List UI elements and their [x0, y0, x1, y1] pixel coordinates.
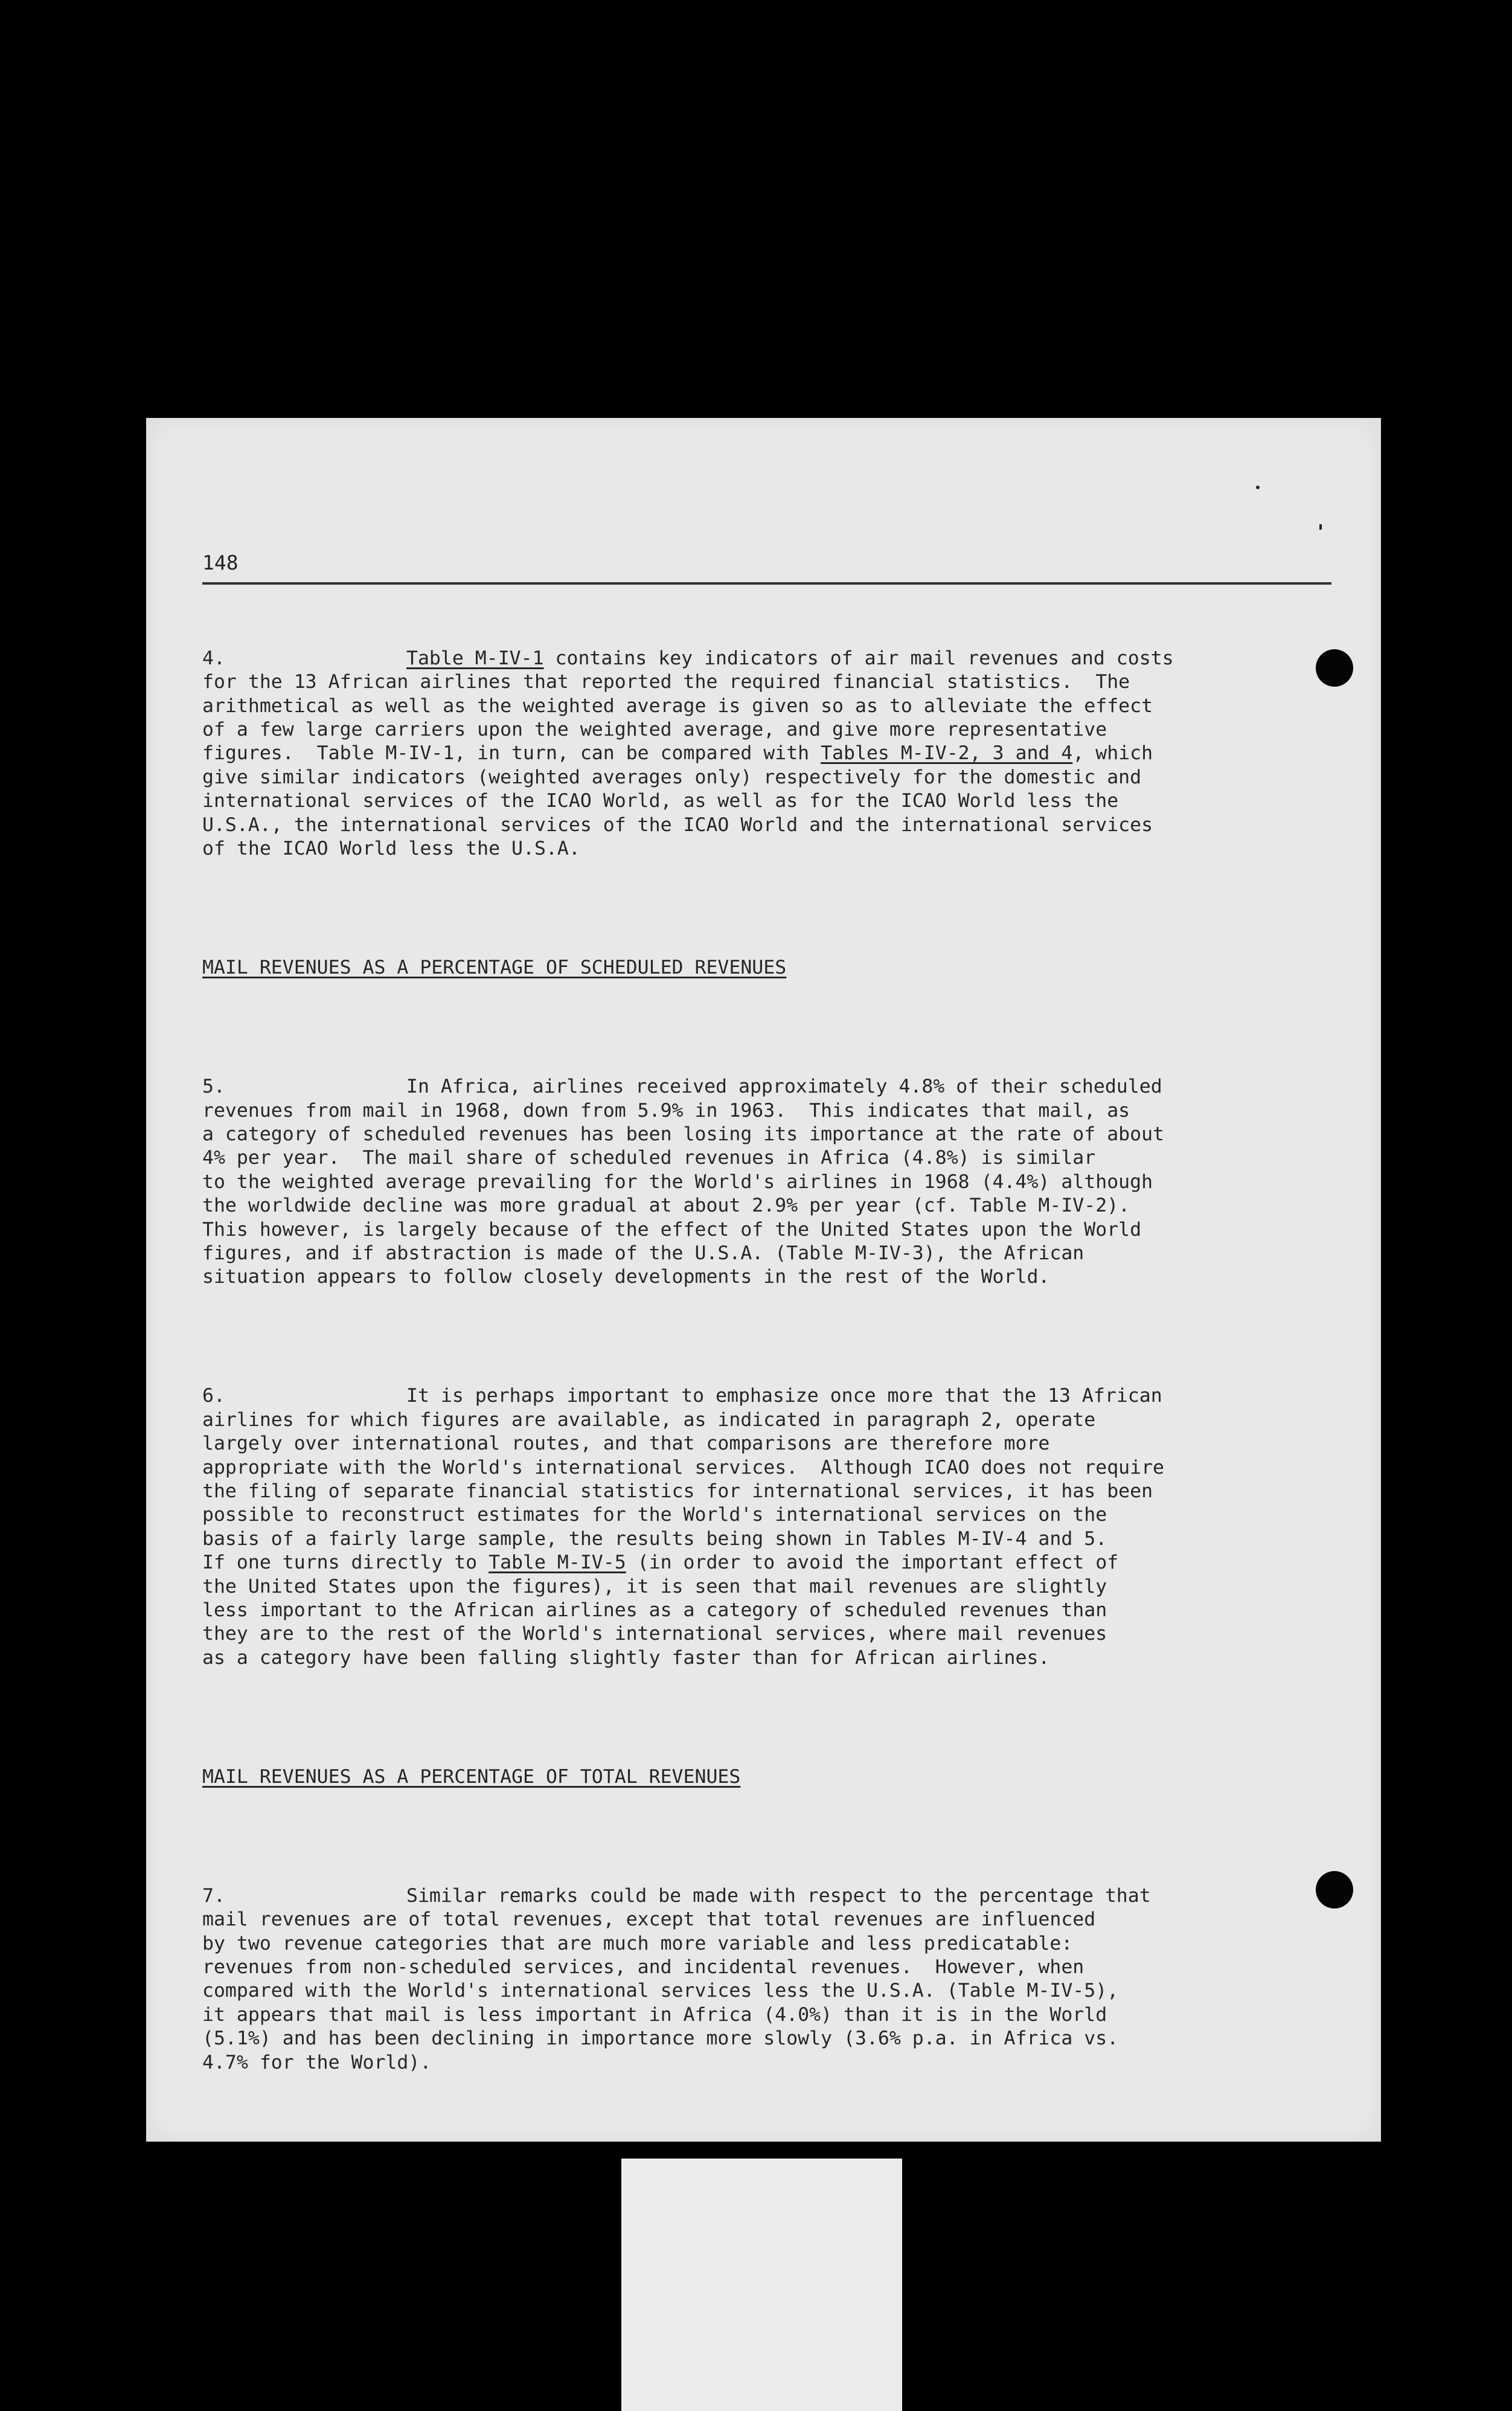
text-span: (in order to avoid the important effect of [626, 1552, 1119, 1574]
text-line [202, 1551, 1350, 1575]
paragraph-5 [202, 1075, 1350, 1289]
document-page [146, 418, 1381, 2142]
text-line: possible to reconstruct estimates for the World's international services on the [202, 1504, 1107, 1526]
paragraph-number: 4. [202, 647, 225, 669]
text-line: airlines for which figures are available, as indicated in paragraph 2, operate [202, 1408, 1096, 1431]
paragraph-6 [202, 1384, 1350, 1670]
text-line: mail revenues are of total revenues, except that total revenues are influenced [202, 1909, 1096, 1931]
text-line: they are to the rest of the World's international services, where mail revenues [202, 1623, 1107, 1645]
page-number: 148 [202, 551, 239, 574]
table-reference: Table M-IV-1 [406, 647, 544, 669]
text-line: international services of the ICAO World, as well as for the ICAO World less the [202, 790, 1119, 812]
paragraph-number: 5. [202, 1076, 225, 1098]
text-line: arithmetical as well as the weighted average is given so as to alleviate the effect [202, 695, 1153, 717]
text-line: it appears that mail is less important in Africa (4.0%) than it is in the World [202, 2003, 1107, 2026]
section-heading-total [202, 1765, 1350, 1789]
text-line: of the ICAO World less the U.S.A. [202, 838, 580, 860]
body-text [202, 599, 1350, 2146]
text-line: figures, and if abstraction is made of the U.S.A. (Table M-IV-3), the African [202, 1242, 1084, 1264]
text-line: compared with the World's international services less the U.S.A. (Table M-IV-5), [202, 1980, 1119, 2002]
paragraph-number: 6. [202, 1385, 225, 1407]
speck-mark [1256, 486, 1260, 489]
text-line: basis of a fairly large sample, the results being shown in Tables M-IV-4 and 5. [202, 1527, 1107, 1550]
text-line: This however, is largely because of the effect of the United States upon the World [202, 1218, 1142, 1241]
text-line: as a category have been falling slightly faster than for African airlines. [202, 1646, 1050, 1669]
table-reference: Tables M-IV-2, 3 and 4 [821, 742, 1073, 765]
text-line [202, 647, 1350, 670]
paragraph-7 [202, 1884, 1350, 2075]
text-line: largely over international routes, and that comparisons are therefore more [202, 1433, 1050, 1455]
text-line: a category of scheduled revenues has been losing its importance at the rate of about [202, 1123, 1165, 1145]
text-span: Similar remarks could be made with respect to the percentage that [406, 1884, 1151, 1907]
text-line: give similar indicators (weighted averages only) respectively for the domestic and [202, 766, 1142, 788]
text-span: It is perhaps important to emphasize once more that the 13 African [406, 1385, 1162, 1407]
text-line: revenues from non-scheduled services, and incidental revenues. However, when [202, 1956, 1084, 1979]
text-line: appropriate with the World's international services. Although ICAO does not require [202, 1456, 1165, 1478]
text-span: figures. Table M-IV-1, in turn, can be compared with [202, 742, 821, 765]
text-line: situation appears to follow closely developments in the rest of the World. [202, 1266, 1050, 1288]
text-line: 4% per year. The mail share of scheduled revenues in Africa (4.8%) is similar [202, 1147, 1096, 1169]
text-line: for the 13 African airlines that reported the required financial statistics. The [202, 671, 1130, 693]
text-span: contains key indicators of air mail revenues and costs [543, 647, 1174, 669]
text-line: revenues from mail in 1968, down from 5.9% in 1963. This indicates that mail, as [202, 1099, 1130, 1122]
speck-mark [1319, 524, 1322, 530]
text-line: the worldwide decline was more gradual at about 2.9% per year (cf. Table M-IV-2). [202, 1195, 1130, 1217]
text-span: , which [1072, 742, 1153, 765]
text-line: by two revenue categories that are much more variable and less predicatable: [202, 1932, 1073, 1954]
text-line [202, 1884, 1350, 1908]
text-line [202, 1384, 1350, 1408]
table-reference: Table M-IV-5 [489, 1552, 626, 1574]
text-line: the filing of separate financial statistics for international services, it has been [202, 1480, 1153, 1502]
text-line: of a few large carriers upon the weighted average, and give more representative [202, 719, 1107, 741]
text-span: If one turns directly to [202, 1552, 489, 1574]
text-line: (5.1%) and has been declining in importance more slowly (3.6% p.a. in Africa vs. [202, 2027, 1119, 2050]
paragraph-number: 7. [202, 1884, 225, 1907]
text-line: less important to the African airlines as a category of scheduled revenues than [202, 1599, 1107, 1622]
paragraph-4 [202, 647, 1350, 861]
text-line: 4.7% for the World). [202, 2051, 432, 2073]
heading-text: MAIL REVENUES AS A PERCENTAGE OF TOTAL REVENUES [202, 1765, 741, 1788]
section-heading-scheduled [202, 956, 1350, 980]
text-line [202, 1075, 1350, 1099]
text-line: to the weighted average prevailing for the World's airlines in 1968 (4.4%) although [202, 1170, 1153, 1193]
heading-text: MAIL REVENUES AS A PERCENTAGE OF SCHEDULED REVENUES [202, 957, 787, 979]
blank-target-card [621, 2159, 902, 2411]
header-rule [202, 582, 1331, 585]
text-span: In Africa, airlines received approximately 4.8% of their scheduled [406, 1076, 1162, 1098]
text-line: U.S.A., the international services of the ICAO World and the international services [202, 814, 1153, 836]
text-line [202, 742, 1350, 765]
text-line: the United States upon the figures), it is seen that mail revenues are slightly [202, 1575, 1107, 1597]
